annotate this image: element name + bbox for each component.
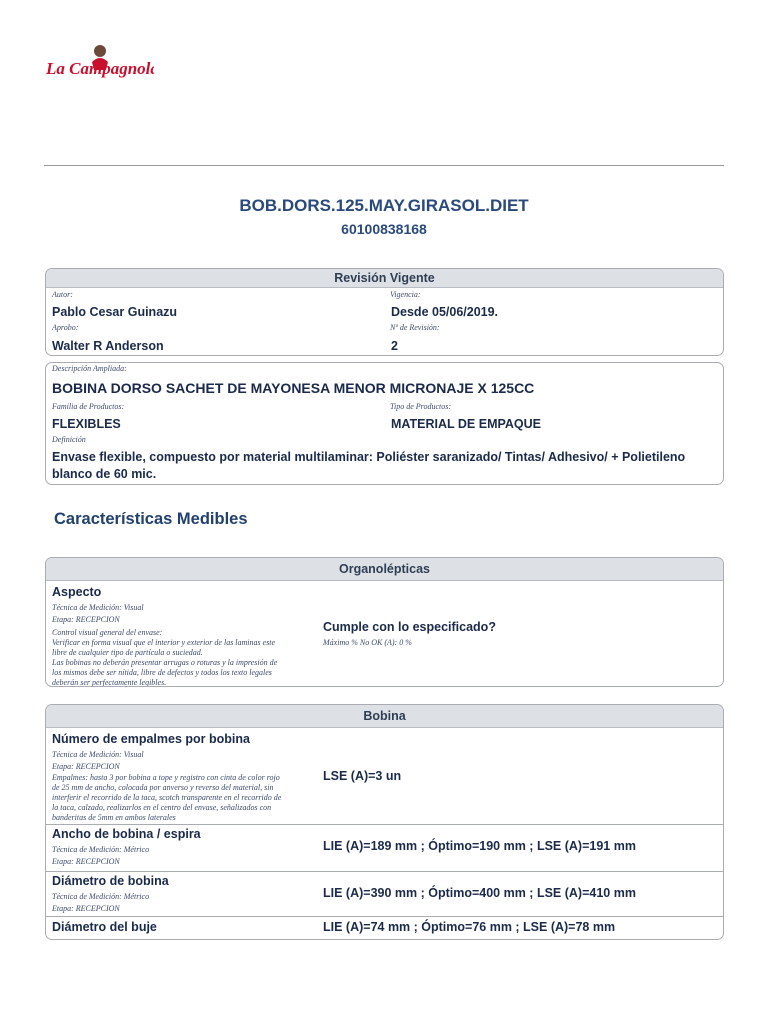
row-technique: Técnica de Medición: Métrico [52, 892, 150, 901]
revision-number-label: Nº de Revisión: [390, 323, 440, 332]
row-spec: LIE (A)=74 mm ; Óptimo=76 mm ; LSE (A)=78 mm [323, 920, 616, 934]
aspect-note: Verificar en forma visual que el interior y exterior de las laminas este [52, 638, 276, 647]
header-divider [44, 165, 724, 166]
type-value: MATERIAL DE EMPAQUE [391, 417, 542, 431]
author-label: Autor: [52, 290, 73, 299]
aspect-note: deberán ser perfectamente legibles. [52, 678, 167, 687]
type-label: Tipo de Productos: [390, 402, 452, 411]
brand-logo-graphic [44, 40, 154, 82]
revision-heading: Revisión Vigente [46, 269, 723, 288]
row-stage: Etapa: RECEPCION [52, 762, 120, 771]
row-name: Diámetro del buje [52, 920, 157, 934]
aspect-spec: Cumple con lo especificado? [323, 620, 496, 634]
product-title: BOB.DORS.125.MAY.GIRASOL.DIET [239, 196, 529, 215]
row-note: Empalmes: hasta 3 por bobina a tope y registro con cinta de color rojo [52, 773, 280, 782]
row-name: Diámetro de bobina [52, 874, 169, 888]
description-box [45, 362, 724, 485]
row-technique: Técnica de Medición: Métrico [52, 845, 150, 854]
row-name: Número de empalmes por bobina [52, 732, 250, 746]
row-technique: Técnica de Medición: Visual [52, 750, 144, 759]
family-value: FLEXIBLES [52, 417, 121, 431]
row-notes [52, 773, 314, 823]
extended-description-value: BOBINA DORSO SACHET DE MAYONESA MENOR MICRONAJE X 125CC [52, 380, 535, 396]
measurables-title: Características Medibles [54, 510, 248, 528]
table-row [46, 872, 723, 917]
revision-number-value: 2 [391, 339, 398, 353]
aspect-notes [52, 628, 314, 687]
row-note: la taca, calzado, realizarlos en el centro del envase, señalizados con [52, 803, 272, 812]
aspect-technique: Técnica de Medición: Visual [52, 603, 144, 612]
row-note: de 25 mm de ancho, colocada por anverso y reverso del material, sin [52, 783, 274, 792]
row-spec: LSE (A)=3 un [323, 769, 402, 783]
bobina-heading: Bobina [46, 705, 723, 728]
aspect-name: Aspecto [52, 585, 102, 599]
aspect-note: los mismos debe ser nítida, libre de defectos y todos los texto legales [52, 668, 272, 677]
aspect-stage: Etapa: RECEPCION [52, 615, 120, 624]
row-stage: Etapa: RECEPCION [52, 904, 120, 913]
aspect-spec-sub: Máximo % No OK (A): 0 % [323, 638, 412, 647]
author-value: Pablo Cesar Guinazu [52, 305, 178, 319]
row-note: interferir el recorrido de la taca, scotch transparente en el recorrido de [52, 793, 282, 802]
aspect-note: libre de cualquier tipo de partícula o suciedad. [52, 648, 203, 657]
row-name: Ancho de bobina / espira [52, 827, 201, 841]
approved-label: Aprobo: [52, 323, 79, 332]
aspect-note: Control visual general del envase: [52, 628, 163, 637]
definition-line-1: Envase flexible, compuesto por material multilaminar: Poliéster saranizado/ Tintas/ Adhesivo/ + Polietileno [52, 450, 686, 464]
validity-label: Vigencia: [390, 290, 421, 299]
svg-text:La Campagnola: La Campagnola [46, 59, 154, 78]
row-note: banderitas de 5mm en ambos laterales [52, 813, 176, 822]
brand-logo [44, 40, 154, 82]
approved-value: Walter R Anderson [52, 339, 164, 353]
validity-value: Desde 05/06/2019. [391, 305, 499, 319]
extended-description-label: Descripción Ampliada: [52, 364, 127, 373]
table-row [46, 728, 723, 825]
family-label: Familia de Productos: [52, 402, 125, 411]
definition-label: Definición [52, 435, 86, 444]
table-row [46, 917, 723, 939]
bobina-box [45, 704, 724, 940]
revision-box [45, 268, 724, 356]
row-spec: LIE (A)=390 mm ; Óptimo=400 mm ; LSE (A)=410 mm [323, 886, 636, 900]
definition-line-2: blanco de 60 mic. [52, 467, 157, 481]
aspect-note: Las bobinas no deberán presentar arrugas o roturas y la impresión de [52, 658, 278, 667]
row-spec: LIE (A)=189 mm ; Óptimo=190 mm ; LSE (A)=191 mm [323, 839, 636, 853]
row-stage: Etapa: RECEPCION [52, 857, 120, 866]
organoleptic-box [45, 557, 724, 687]
organoleptic-heading: Organolépticas [46, 558, 723, 581]
product-number: 60100838168 [341, 221, 427, 237]
table-row [46, 825, 723, 872]
